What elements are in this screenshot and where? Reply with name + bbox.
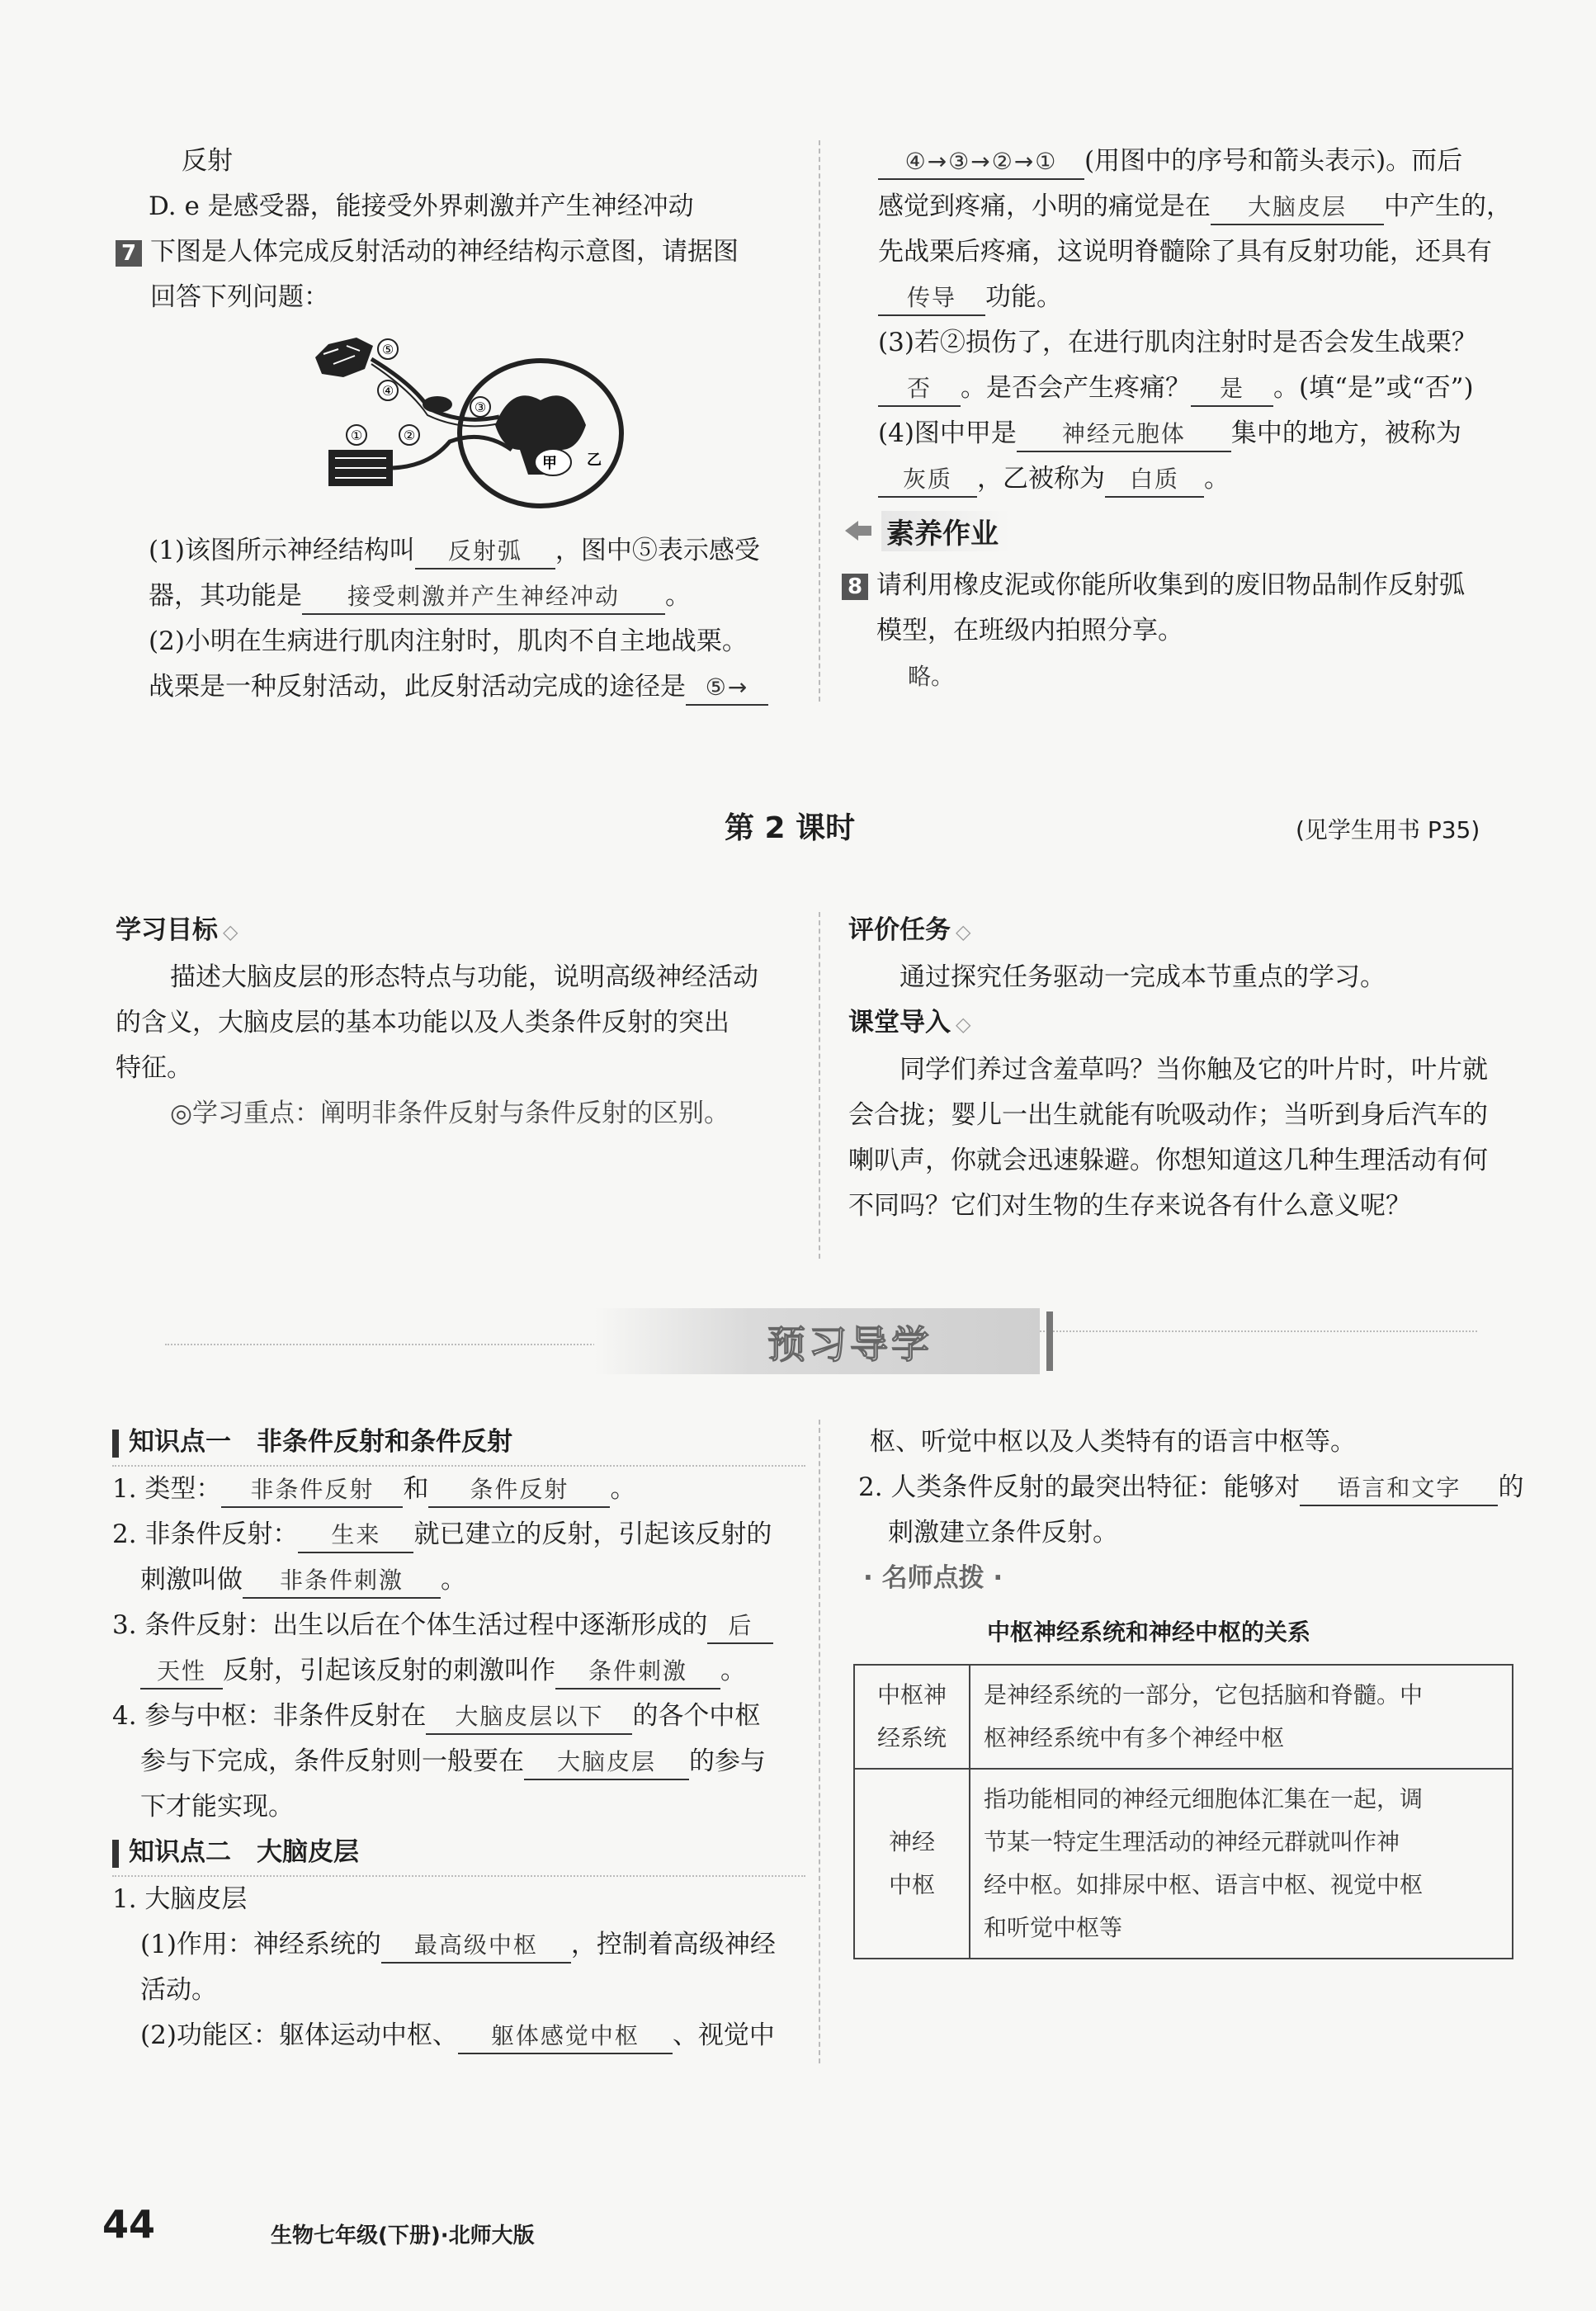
text: 3. 条件反射：出生以后在个体生活过程中逐渐形成的 bbox=[112, 1610, 708, 1640]
question-number-7: 7 bbox=[116, 240, 142, 267]
sub-question-4-cont bbox=[878, 456, 1530, 502]
text-line: 反射 bbox=[182, 146, 233, 176]
text: 。 bbox=[720, 1656, 746, 1685]
column-divider bbox=[819, 1420, 820, 2063]
answer-blank: 躯体感觉中枢 bbox=[458, 2020, 673, 2054]
text-line: D. e 是感受器，能接受外界刺激并产生神经冲动 bbox=[149, 191, 694, 221]
text-line: 的含义，大脑皮层的基本功能以及人类条件反射的突出 bbox=[116, 1008, 730, 1037]
sub-question-4 bbox=[878, 411, 1530, 456]
answer-text: 略。 bbox=[908, 663, 955, 690]
suyang-title: 素养作业 bbox=[881, 511, 1010, 551]
answer-blank: 灰质 bbox=[878, 463, 977, 498]
text: 器，其功能是 bbox=[149, 581, 302, 611]
text: 、视觉中 bbox=[672, 2020, 775, 2050]
text: 。 bbox=[665, 581, 691, 611]
banner-title: 预习导学 bbox=[767, 1322, 933, 1367]
kp1-line bbox=[112, 1467, 805, 1512]
kp1-line bbox=[112, 1648, 805, 1694]
text: 。(填“是”或“否”) bbox=[1273, 373, 1474, 403]
table-cell bbox=[970, 1665, 1513, 1769]
lesson-ref: (见学生用书 P35) bbox=[1296, 816, 1480, 844]
text: 的 bbox=[1498, 1472, 1524, 1502]
text: 2. 非条件反射： bbox=[112, 1519, 299, 1549]
answer-blank: 白质 bbox=[1105, 463, 1204, 498]
cell-line: 中枢神 bbox=[876, 1681, 947, 1708]
kp1-line bbox=[112, 1557, 805, 1603]
text-line bbox=[878, 184, 1530, 229]
answer-blank: 条件反射 bbox=[428, 1473, 610, 1508]
text: 的参与 bbox=[689, 1746, 766, 1776]
question-number-8: 8 bbox=[842, 574, 868, 600]
top-right-column bbox=[878, 139, 1530, 502]
answer-blank: 神经元胞体 bbox=[1017, 418, 1231, 452]
answer-blank: 是 bbox=[1191, 372, 1273, 407]
text: 。 bbox=[441, 1565, 466, 1595]
chevron-icon: ◇ bbox=[956, 1013, 971, 1036]
answer-blank: 大脑皮层 bbox=[524, 1746, 689, 1780]
intro-heading bbox=[848, 1000, 1533, 1047]
chevron-icon: ◇ bbox=[223, 920, 238, 943]
figure-label: ④ bbox=[381, 383, 394, 399]
top-left-answers bbox=[149, 528, 800, 710]
table-cell bbox=[970, 1769, 1513, 1959]
cell-line: 枢神经系统中有多个神经中枢 bbox=[984, 1724, 1285, 1751]
kp1-line bbox=[112, 1694, 805, 1739]
text: 反射，引起该反射的刺激叫作 bbox=[223, 1656, 555, 1685]
text-line: 枢、听觉中枢以及人类特有的语言中枢等。 bbox=[870, 1427, 1356, 1457]
suyang-heading bbox=[842, 510, 1010, 551]
text: 。 bbox=[610, 1474, 636, 1504]
text: 战栗是一种反射活动，此反射活动完成的途径是 bbox=[149, 672, 686, 702]
sub-question-1-cont bbox=[149, 574, 800, 619]
heading-bar bbox=[112, 1430, 119, 1458]
cell-line: 节某一特定生理活动的神经元群就叫作神 bbox=[984, 1828, 1400, 1855]
heading-text: 知识点一 非条件反射和条件反射 bbox=[129, 1427, 512, 1457]
table-row bbox=[854, 1769, 1513, 1959]
text: 4. 参与中枢：非条件反射在 bbox=[112, 1701, 427, 1731]
figure-label: 乙 bbox=[587, 451, 602, 469]
text: (用图中的序号和箭头表示)。而后 bbox=[1084, 146, 1463, 176]
top-left-column bbox=[116, 139, 800, 320]
question-8-line bbox=[842, 563, 1535, 608]
goals-heading bbox=[116, 908, 800, 955]
text: 。 bbox=[1204, 464, 1230, 494]
question-text: 下图是人体完成反射活动的神经结构示意图，请据图 bbox=[150, 237, 739, 267]
answer-blank: 非条件刺激 bbox=[243, 1564, 441, 1599]
lesson-title: 第 2 课时 bbox=[725, 811, 856, 845]
reflex-arc-figure bbox=[305, 326, 635, 516]
text-line: 同学们养过含羞草吗？当你触及它的叶片时，叶片就 bbox=[900, 1055, 1488, 1085]
evaluation bbox=[848, 908, 1533, 1229]
answer-blank: 非条件反射 bbox=[221, 1473, 403, 1508]
relation-table bbox=[853, 1664, 1513, 1959]
banner-line bbox=[165, 1344, 660, 1345]
question-text: 请利用橡皮泥或你能所收集到的废旧物品制作反射弧 bbox=[876, 570, 1465, 600]
table-cell bbox=[854, 1665, 970, 1769]
kp2-line bbox=[112, 2013, 805, 2058]
kp1-line bbox=[112, 1512, 805, 1557]
answer-blank: 接受刺激并产生神经冲动 bbox=[302, 580, 665, 615]
answer-blank: 最高级中枢 bbox=[381, 1929, 571, 1964]
text: 2. 人类条件反射的最突出特征：能够对 bbox=[858, 1472, 1301, 1502]
figure-label: ⑤ bbox=[381, 342, 394, 357]
heading-text: 知识点二 大脑皮层 bbox=[129, 1837, 359, 1867]
chevron-icon: ◇ bbox=[956, 920, 971, 943]
answer-blank: ④→③→②→① bbox=[878, 145, 1084, 180]
arrow-icon bbox=[842, 514, 875, 547]
answer-blank: 大脑皮层 bbox=[1211, 191, 1384, 225]
text-line: 特征。 bbox=[116, 1053, 192, 1083]
column-divider bbox=[819, 140, 820, 702]
answer-blank: 条件刺激 bbox=[555, 1655, 720, 1690]
answer-blank: ⑤→ bbox=[686, 671, 768, 706]
text-line: 喇叭声，你就会迅速躲避。你想知道这几种生理活动有何 bbox=[848, 1146, 1488, 1175]
cell-line: 经中枢。如排尿中枢、语言中枢、视觉中枢 bbox=[984, 1871, 1424, 1898]
text: 刺激叫做 bbox=[140, 1565, 243, 1595]
sub-question-2: (2)小明在生病进行肌肉注射时，肌肉不自主地战栗。 bbox=[149, 626, 748, 656]
text: (1)作用：神经系统的 bbox=[140, 1930, 381, 1959]
text-line bbox=[878, 139, 1530, 184]
text-line: 会合拢；婴儿一出生就能有吮吸动作；当听到身后汽车的 bbox=[848, 1100, 1488, 1130]
book-title: 生物七年级(下册)·北师大版 bbox=[271, 2224, 535, 2248]
answer-blank: 否 bbox=[878, 372, 961, 407]
text: 中产生的， bbox=[1384, 191, 1512, 221]
text: ，控制着高级神经 bbox=[570, 1930, 776, 1959]
table-title: 中枢神经系统和神经中枢的关系 bbox=[987, 1619, 1311, 1646]
heading-bar bbox=[112, 1840, 119, 1868]
cell-line: 经系统 bbox=[876, 1724, 947, 1751]
banner-line bbox=[1040, 1330, 1477, 1332]
cell-line: 指功能相同的神经元细胞体汇集在一起，调 bbox=[984, 1785, 1424, 1812]
tip-label: · 名师点拨 · bbox=[863, 1563, 1003, 1593]
figure-label: ③ bbox=[474, 399, 487, 415]
text: 感觉到疼痛，小明的痛觉是在 bbox=[878, 191, 1211, 221]
focus-line: ◎学习重点：阐明非条件反射与条件反射的区别。 bbox=[170, 1099, 730, 1128]
text-line: 先战栗后疼痛，这说明脊髓除了具有反射功能，还具有 bbox=[878, 237, 1492, 267]
knowledge-point-1 bbox=[112, 1420, 805, 2058]
answer-blank: 天性 bbox=[140, 1655, 223, 1690]
text: 。是否会产生疼痛？ bbox=[961, 373, 1191, 403]
kp2-line: 活动。 bbox=[140, 1975, 217, 2005]
sub-question-3-cont bbox=[878, 366, 1530, 411]
learning-goals bbox=[116, 908, 800, 1137]
answer-blank: 大脑皮层以下 bbox=[426, 1700, 632, 1735]
heading-text: 学习目标 bbox=[116, 915, 218, 945]
text: 集中的地方，被称为 bbox=[1230, 418, 1461, 448]
sub-question-1 bbox=[149, 528, 800, 574]
kp2-line bbox=[112, 1922, 805, 1968]
figure-label: ① bbox=[350, 428, 363, 443]
kp1-heading bbox=[112, 1420, 805, 1467]
kp1-line bbox=[112, 1603, 805, 1648]
text-line bbox=[878, 275, 1530, 320]
kp1-line: 下才能实现。 bbox=[140, 1792, 294, 1822]
text: 和 bbox=[403, 1474, 429, 1504]
question-text: 模型，在班级内拍照分享。 bbox=[876, 616, 1183, 645]
text: 就已建立的反射，引起该反射的 bbox=[413, 1519, 772, 1549]
text: ，乙被称为 bbox=[977, 464, 1105, 494]
question-text: 回答下列问题： bbox=[150, 282, 329, 312]
cell-line: 神经 bbox=[888, 1828, 935, 1855]
answer-blank: 反射弧 bbox=[415, 535, 555, 569]
eval-heading bbox=[848, 908, 1533, 955]
sub-question-2-cont bbox=[149, 664, 800, 710]
banner-bar bbox=[1046, 1311, 1053, 1371]
question-7 bbox=[116, 229, 800, 275]
text: (1)该图所示神经结构叫 bbox=[149, 536, 415, 565]
right-bottom-column bbox=[858, 1420, 1543, 1601]
answer-blank: 传导 bbox=[878, 281, 985, 316]
column-divider bbox=[819, 912, 820, 1259]
heading-text: 课堂导入 bbox=[848, 1008, 951, 1037]
kp1-line bbox=[112, 1739, 805, 1784]
kp2-heading bbox=[112, 1830, 805, 1877]
sub-question-3: (3)若②损伤了，在进行肌肉注射时是否会发生战栗？ bbox=[878, 328, 1477, 357]
text: 1. 类型： bbox=[112, 1474, 222, 1504]
text: 功能。 bbox=[985, 282, 1062, 312]
answer-blank: 后 bbox=[707, 1609, 773, 1644]
text-line: 通过探究任务驱动一完成本节重点的学习。 bbox=[900, 962, 1386, 992]
text-line bbox=[858, 1465, 1543, 1510]
cell-line: 是神经系统的一部分，它包括脑和脊髓。中 bbox=[984, 1681, 1424, 1708]
text: 参与下完成，条件反射则一般要在 bbox=[140, 1746, 524, 1776]
text-line: 刺激建立条件反射。 bbox=[888, 1518, 1118, 1548]
cell-line: 和听觉中枢等 bbox=[984, 1914, 1123, 1941]
cell-line: 中枢 bbox=[888, 1871, 935, 1898]
kp2-line: 1. 大脑皮层 bbox=[112, 1884, 248, 1914]
text: (2)功能区：躯体运动中枢、 bbox=[140, 2020, 458, 2050]
answer-blank: 生来 bbox=[298, 1519, 413, 1553]
text: 的各个中枢 bbox=[632, 1701, 761, 1731]
text-line: 描述大脑皮层的形态特点与功能，说明高级神经活动 bbox=[170, 962, 758, 992]
table-row bbox=[854, 1665, 1513, 1769]
figure-label: ② bbox=[403, 428, 416, 443]
heading-text: 评价任务 bbox=[848, 915, 951, 945]
question-8 bbox=[842, 563, 1535, 699]
preview-banner bbox=[594, 1308, 1040, 1374]
figure-label: 甲 bbox=[542, 455, 557, 472]
text: (4)图中甲是 bbox=[878, 418, 1017, 448]
table-cell bbox=[854, 1769, 970, 1959]
text-line: 不同吗？它们对生物的生存来说各有什么意义呢？ bbox=[848, 1191, 1411, 1221]
page-number: 44 bbox=[102, 2202, 156, 2247]
text: ，图中⑤表示感受 bbox=[555, 536, 760, 565]
answer-blank: 语言和文字 bbox=[1300, 1472, 1498, 1506]
